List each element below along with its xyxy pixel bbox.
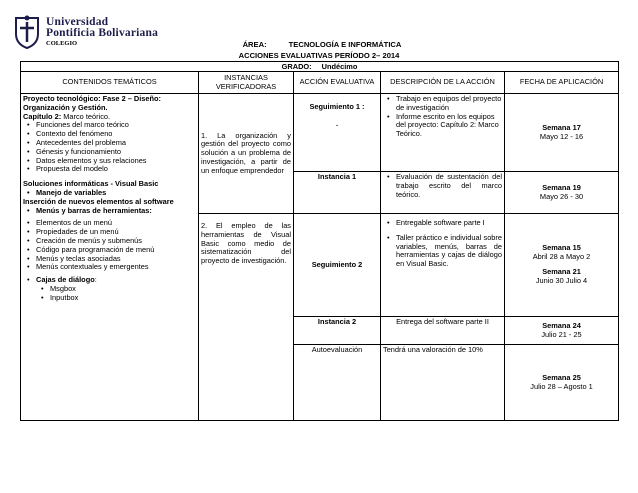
insercion-title: Inserción de nuevos elementos al software (23, 196, 174, 206)
instancia-2-cell: 2. El empleo de las herramientas de Visual Basic como medio de sistematización del proyecto de investigación. (199, 214, 294, 421)
list-item: • Inputbox (50, 294, 196, 303)
cajas-item: • Cajas de diálogo: (36, 276, 196, 285)
accion-cell: Autoevaluación (294, 345, 381, 421)
list-item: • Creación de menús y submenús (36, 237, 196, 246)
list-item: • Génesis y funcionamiento (36, 148, 196, 157)
list-item: • Antecedentes del problema (36, 139, 196, 148)
fecha-cell: Semana 25 Julio 28 – Agosto 1 (505, 345, 619, 421)
menus-list (23, 219, 196, 272)
contenidos-cell (21, 94, 199, 421)
list-item: • Msgbox (50, 285, 196, 294)
col-header-fecha: FECHA DE APLICACIÓN (505, 72, 619, 94)
descripcion-cell: Entrega del software parte II (381, 317, 505, 345)
document-subtitle: ACCIONES EVALUATIVAS PERÍODO 2– 2014 (238, 50, 400, 60)
list-item: • Taller práctico e individual sobre variables, menús, barras de herramientas y cajas de diálogo en Visual Basic. (396, 234, 502, 269)
list-item: • Elementos de un menú (36, 219, 196, 228)
manejo-item: • Manejo de variables (36, 189, 196, 198)
descripcion-cell: Tendrá una valoración de 10% (381, 345, 505, 421)
descripcion-cell (381, 94, 505, 172)
col-header-descripcion: DESCRIPCIÓN DE LA ACCIÓN (381, 72, 505, 94)
accion-cell: Instancia 2 (294, 317, 381, 345)
col-header-instancias: INSTANCIAS VERIFICADORAS (199, 72, 294, 94)
proyecto-title: Proyecto tecnológico: Fase 2 – Diseño: Organización y Gestión. (23, 94, 161, 112)
descripcion-cell (381, 172, 505, 214)
col-header-contenidos: CONTENIDOS TEMÁTICOS (21, 72, 199, 94)
marco-teorico-list (23, 121, 196, 174)
list-item: • Contexto del fenómeno (36, 130, 196, 139)
list-item: • Funciones del marco teórico (36, 121, 196, 130)
list-item: • Menús y teclas asociadas (36, 255, 196, 264)
list-item: • Evaluación de sustentación del trabajo escrito del marco teórico. (396, 173, 502, 199)
fecha-cell: Semana 17 Mayo 12 - 16 (505, 94, 619, 172)
grado-value: Undécimo (321, 62, 358, 71)
logo-line-2: Pontificia Bolivariana (46, 27, 159, 39)
list-item: • Informe escrito en los equipos del proyecto: Capítulo 2: Marco Teórico. (396, 113, 502, 139)
list-item: • Trabajo en equipos del proyecto de investigación (396, 95, 502, 113)
list-item: • Propuesta del modelo (36, 165, 196, 174)
col-header-accion: ACCIÓN EVALUATIVA (294, 72, 381, 94)
grado-label: GRADO: (281, 62, 312, 71)
list-item: • Datos elementos y sus relaciones (36, 157, 196, 166)
soluciones-title: Soluciones informáticas - Visual Basic (23, 179, 159, 189)
menus-item: • Menús y barras de herramientas: (36, 207, 196, 216)
accion-cell: Seguimiento 2 (294, 214, 381, 317)
accion-cell: Seguimiento 1 : . (294, 94, 381, 172)
list-item: • Entregable software parte I (396, 219, 502, 228)
fecha-cell: Semana 24 Julio 21 - 25 (505, 317, 619, 345)
grado-row (21, 62, 619, 72)
logo-line-3: COLEGIO (46, 40, 78, 47)
area-label: ÁREA: (242, 40, 267, 49)
descripcion-cell (381, 214, 505, 317)
area-value: TECNOLOGÍA E INFORMÁTICA (288, 40, 402, 49)
capitulo-line: Capítulo 2: Marco teórico. (23, 111, 111, 121)
fecha-cell: Semana 19 Mayo 26 - 30 (505, 172, 619, 214)
accion-cell: Instancia 1 (294, 172, 381, 214)
list-item: • Propiedades de un menú (36, 228, 196, 237)
fecha-cell: Semana 15 Abril 28 a Mayo 2 Semana 21 Junio 30 Julio 4 (505, 214, 619, 317)
list-item: • Código para programación de menú (36, 246, 196, 255)
document-header (0, 40, 638, 61)
instancia-1-cell: 1. La organización y gestión del proyecto como solución a un problema de investigación, a partir de un enfoque emprendedor (199, 94, 294, 214)
list-item: • Menús contextuales y emergentes (36, 263, 196, 272)
evaluation-table (20, 61, 619, 421)
cajas-list (23, 285, 196, 303)
logo-line-1: Universidad (46, 16, 109, 28)
